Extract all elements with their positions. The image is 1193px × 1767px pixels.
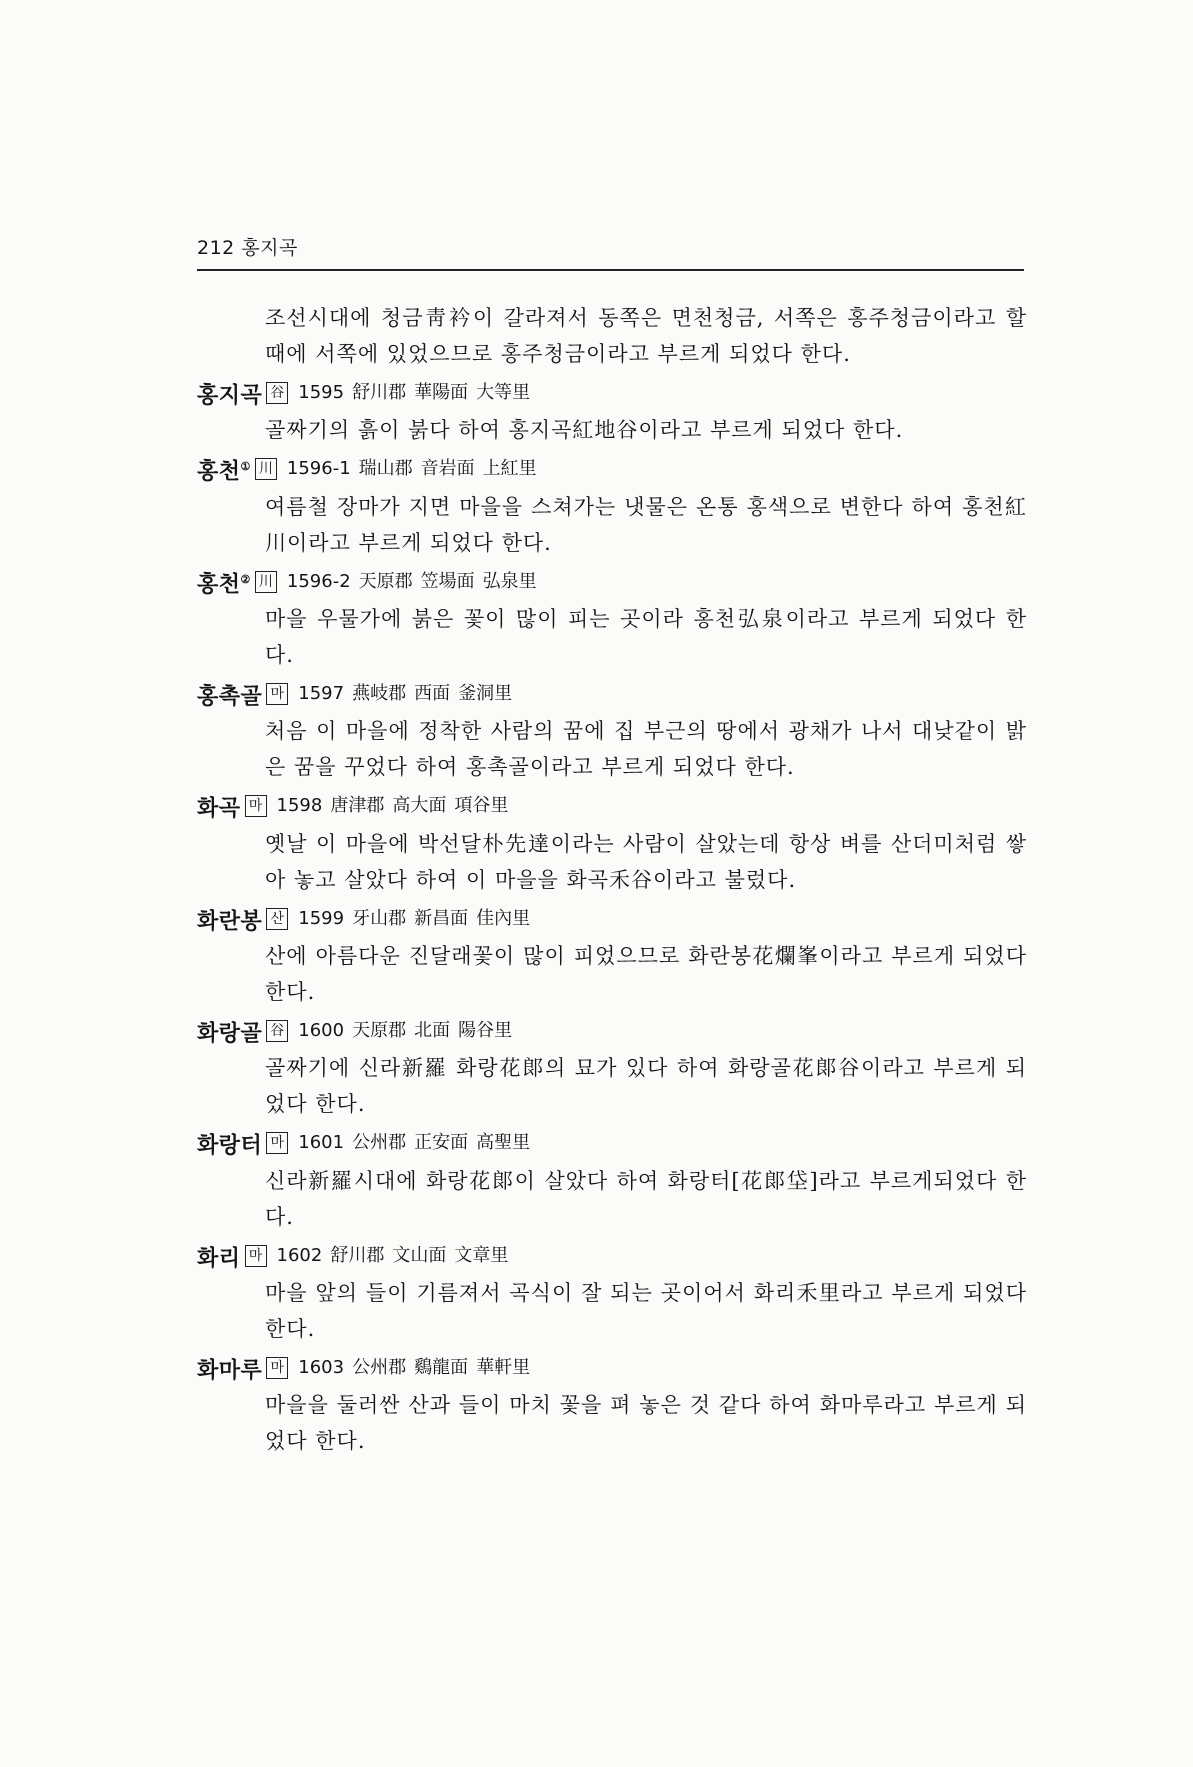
entry-description: 마을 우물가에 붉은 꽃이 많이 피는 곳이라 홍천弘泉이라고 부르게 되었다 한다.	[265, 606, 1027, 667]
running-head: 212 홍지곡	[197, 237, 298, 259]
entry-location	[359, 452, 545, 486]
entry-county: 瑞山郡	[358, 458, 413, 480]
entry-number: 1603	[298, 1357, 345, 1379]
entry-head	[197, 1124, 1027, 1162]
continued-description: 조선시대에 청금靑衿이 갈라져서 동쪽은 면천청금, 서쪽은 홍주청금이라고 할 때에 서쪽에 있었으므로 홍주청금이라고 부르게 되었다 한다.	[265, 306, 1027, 366]
entry-head	[197, 1012, 1027, 1050]
entry-township: 笠場面	[420, 570, 475, 592]
entry-term-index: ②	[240, 572, 251, 586]
entry-township: 鷄龍面	[414, 1357, 469, 1379]
entry-head	[197, 374, 1027, 412]
entry-township: 北面	[414, 1020, 451, 1042]
entry-village: 釜洞里	[458, 683, 513, 705]
entry-location	[330, 789, 516, 823]
entry-description: 골짜기의 흙이 붉다 하여 홍지곡紅地谷이라고 부르게 되었다 한다.	[265, 418, 904, 443]
entry-county: 燕岐郡	[352, 683, 407, 705]
entry-kind-badge: 마	[266, 683, 288, 705]
dictionary-entry	[197, 450, 1027, 560]
entry-description: 신라新羅시대에 화랑花郞이 살았다 하여 화랑터[花郞垈]라고 부르게되었다 한다.	[265, 1168, 1027, 1229]
header-rule	[197, 269, 1024, 271]
entry-term-text: 화리	[197, 1244, 241, 1271]
dictionary-entry	[197, 1349, 1027, 1459]
entry-description: 여름철 장마가 지면 마을을 스쳐가는 냇물은 온통 홍색으로 변한다 하여 홍천紅川이라고 부르게 되었다 한다.	[265, 494, 1027, 555]
entry-description: 처음 이 마을에 정착한 사람의 꿈에 집 부근의 땅에서 광채가 나서 대낮같이 밝은 꿈을 꾸었다 하여 홍촉골이라고 부르게 되었다 한다.	[265, 719, 1027, 780]
entry-term-text: 홍천	[197, 570, 241, 597]
entry-term	[197, 1124, 262, 1162]
entry-village: 上紅里	[482, 458, 537, 480]
dictionary-entry	[197, 563, 1027, 673]
entry-county: 公州郡	[352, 1357, 407, 1379]
entry-kind-badge: 川	[255, 458, 277, 480]
entry-term-text: 화랑터	[197, 1132, 263, 1159]
entry-term	[197, 900, 262, 938]
entry-kind-badge: 谷	[266, 1020, 288, 1042]
entry-number: 1602	[276, 1244, 323, 1266]
entry-location	[352, 677, 520, 711]
entry-location	[359, 565, 545, 599]
entry-county: 舒川郡	[330, 1244, 385, 1266]
entry-kind-badge: 마	[266, 1357, 288, 1379]
entry-number: 1596-2	[286, 570, 351, 592]
entry-term	[197, 450, 251, 488]
entry-head	[197, 675, 1027, 713]
entry-term-index: ①	[240, 460, 251, 474]
entry-village: 華軒里	[476, 1357, 531, 1379]
dictionary-entry	[197, 1237, 1027, 1347]
entry-term	[197, 675, 262, 713]
entry-county: 天原郡	[358, 570, 413, 592]
dictionary-entry	[197, 900, 1027, 1010]
dictionary-entry	[197, 374, 1027, 448]
entry-kind-badge: 마	[266, 1132, 288, 1154]
entry-description: 산에 아름다운 진달래꽃이 많이 피었으므로 화란봉花爛峯이라고 부르게 되었다 한다.	[265, 943, 1027, 1004]
entry-head	[197, 787, 1027, 825]
entry-term-text: 홍촉골	[197, 683, 263, 710]
entry-county: 天原郡	[352, 1020, 407, 1042]
entry-head	[197, 450, 1027, 488]
entry-number: 1600	[298, 1020, 345, 1042]
entry-village: 文章里	[454, 1244, 509, 1266]
entry-county: 舒川郡	[352, 382, 407, 404]
entry-number: 1598	[276, 795, 323, 817]
entry-village: 佳內里	[476, 907, 531, 929]
entry-kind-badge: 谷	[266, 382, 288, 404]
entry-number: 1599	[298, 907, 345, 929]
entry-number: 1596-1	[286, 458, 351, 480]
entry-term	[197, 787, 241, 825]
entry-location	[352, 902, 538, 936]
dictionary-entry	[197, 675, 1027, 785]
entry-township: 文山面	[392, 1244, 447, 1266]
entry-number: 1601	[298, 1132, 345, 1154]
entry-village: 大等里	[476, 382, 531, 404]
entry-number: 1597	[298, 683, 345, 705]
entry-head	[197, 563, 1027, 601]
page-body	[197, 300, 1027, 1459]
entry-kind-badge: 마	[245, 795, 267, 817]
entry-term	[197, 1349, 262, 1387]
entry-term	[197, 1012, 262, 1050]
entry-location	[352, 376, 538, 410]
entry-description: 마을 앞의 들이 기름져서 곡식이 잘 되는 곳이어서 화리禾里라고 부르게 되었다 한다.	[265, 1280, 1027, 1341]
entry-term-text: 화곡	[197, 795, 241, 822]
entry-township: 華陽面	[414, 382, 469, 404]
entry-kind-badge: 산	[266, 908, 288, 930]
entry-description: 골짜기에 신라新羅 화랑花郞의 묘가 있다 하여 화랑골花郞谷이라고 부르게 되었다 한다.	[265, 1056, 1027, 1117]
entry-term-text: 화마루	[197, 1357, 263, 1384]
entry-term	[197, 1237, 241, 1275]
entry-location	[352, 1126, 538, 1160]
entry-term-text: 홍천	[197, 458, 241, 485]
entry-township: 音岩面	[420, 458, 475, 480]
entry-township: 西面	[414, 683, 451, 705]
entry-village: 高聖里	[476, 1132, 531, 1154]
entry-county: 牙山郡	[352, 907, 407, 929]
entry-term-text: 홍지곡	[197, 382, 263, 409]
dictionary-entry	[197, 1124, 1027, 1234]
entry-township: 正安面	[414, 1132, 469, 1154]
entry-kind-badge: 마	[245, 1245, 267, 1267]
entry-description: 옛날 이 마을에 박선달朴先達이라는 사람이 살았는데 항상 벼를 산더미처럼 쌓아 놓고 살았다 하여 이 마을을 화곡禾谷이라고 불렀다.	[265, 831, 1027, 892]
entry-township: 新昌面	[414, 907, 469, 929]
entry-description: 마을을 둘러싼 산과 들이 마치 꽃을 펴 놓은 것 같다 하여 화마루라고 부르게 되었다 한다.	[265, 1393, 1027, 1454]
entry-county: 公州郡	[352, 1132, 407, 1154]
entry-village: 弘泉里	[482, 570, 537, 592]
dictionary-entry	[197, 1012, 1027, 1122]
entry-term-text: 화랑골	[197, 1020, 263, 1047]
entry-village: 項谷里	[454, 795, 509, 817]
entry-term	[197, 374, 262, 412]
entry-location	[352, 1351, 538, 1385]
entry-head	[197, 1349, 1027, 1387]
dictionary-entry	[197, 787, 1027, 897]
entry-township: 高大面	[392, 795, 447, 817]
entry-head	[197, 900, 1027, 938]
entry-number: 1595	[298, 382, 345, 404]
entry-county: 唐津郡	[330, 795, 385, 817]
entry-term	[197, 563, 251, 601]
entry-location	[330, 1239, 516, 1273]
entry-list	[197, 374, 1027, 1459]
entry-location	[352, 1014, 520, 1048]
entry-term-text: 화란봉	[197, 907, 263, 934]
entry-head	[197, 1237, 1027, 1275]
entry-village: 陽谷里	[458, 1020, 513, 1042]
entry-kind-badge: 川	[255, 571, 277, 593]
